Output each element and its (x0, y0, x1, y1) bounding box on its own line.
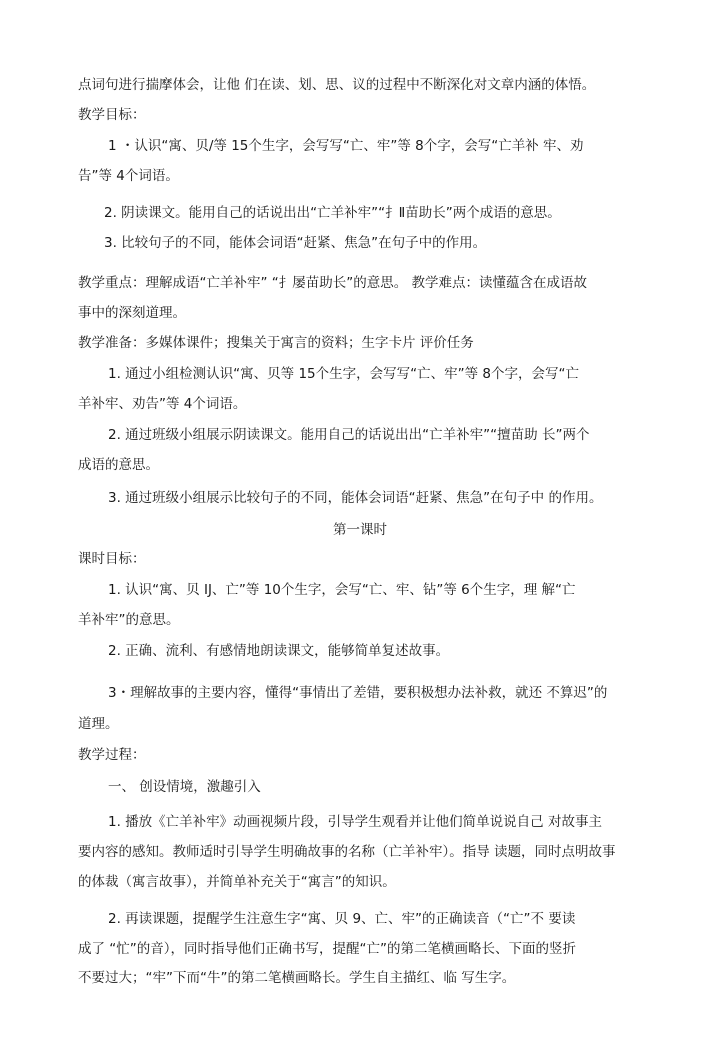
section-heading: 教学目标： (78, 107, 146, 123)
section-heading: 课时目标： (78, 551, 146, 567)
text-line: 成了 “忙”的音），同时指导他们正确书写，提醒“亡”的第二笔横画略长、下面的竖折 (78, 941, 577, 957)
text-line: 3. 比较句子的不同，能体会词语“赶紧、焦急”在句子中的作用。 (104, 235, 487, 251)
text-line: 2. 通过班级小组展示阴读课文。能用自己的话说出出“亡羊补牢”“擅苗助 长”两个 (108, 427, 590, 443)
text-line: 要内容的感知。教师适时引导学生明确故事的名称（亡羊补牢）。指导 读题，同时点明故事 (78, 844, 616, 860)
text-line: 3・理解故事的主要内容，懂得“事情出了差错，要积极想办法补救，就还 不算迟”的 (108, 685, 608, 701)
text-line: 1. 认识“寓、贝 IJ、亡”等 10个生字，会写“亡、牢、钻”等 6个生字，理 解“亡 (108, 582, 576, 598)
text-line: 的体裁（寓言故事），并简单补充关于“寓言”的知识。 (78, 874, 396, 890)
text-line: 道理。 (78, 716, 119, 732)
text-line: 3. 通过班级小组展示比较句子的不同，能体会词语“赶紧、焦急”在句子中 的作用。 (108, 490, 603, 506)
text-line: 点词句进行揣摩体会，让他 们在读、划、思、议的过程中不断深化对文章内涵的体悟。 (78, 77, 596, 93)
text-line: 2. 阴读课文。能用自己的话说出出“亡羊补牢”“扌Ⅱ苗助长”两个成语的意思。 (104, 205, 561, 221)
text-line: 1. 通过小组检测认识“寓、贝等 15个生字，会写写“亡、牢”等 8个字，会写“亡 (108, 366, 579, 382)
text-line: 2. 再读课题，提醒学生注意生字“寓、贝 9、亡、牢”的正确读音（“亡”不 要读 (108, 911, 576, 927)
text-line: 事中的深刻道理。 (78, 305, 186, 321)
text-line: 1. 播放《亡羊补牢》动画视频片段，引导学生观看并让他们简单说说自己 对故事主 (108, 814, 602, 830)
text-line: 教学准备：多媒体课件；搜集关于寓言的资料；生字卡片 评价任务 (78, 335, 474, 351)
text-line: 羊补牢、劝告”等 4个词语。 (78, 396, 247, 412)
subsection-heading: 一、 创设情境，激趣引入 (108, 779, 261, 795)
text-line: 教学重点：理解成语“亡羊补牢” “扌屡苗助长”的意思。 教学难点：读懂蕴含在成语故 (78, 275, 588, 291)
text-line: 2. 正确、流利、有感情地朗读课文，能够简单复述故事。 (108, 643, 450, 659)
section-heading: 教学过程： (78, 747, 146, 763)
text-line: 成语的意思。 (78, 457, 159, 473)
text-line: 不要过大；“牢”下而“牛”的第二笔横画略长。学生自主描红、临 写生字。 (78, 970, 516, 986)
text-line: 1 ・认识“寓、贝/等 15个生字，会写写“亡、牢”等 8个字，会写“亡羊补 牢、劝 (108, 138, 584, 154)
lesson-title: 第一课时 (333, 522, 387, 538)
text-line: 告”等 4个词语。 (78, 168, 179, 184)
text-line: 羊补牢”的意思。 (78, 612, 180, 628)
